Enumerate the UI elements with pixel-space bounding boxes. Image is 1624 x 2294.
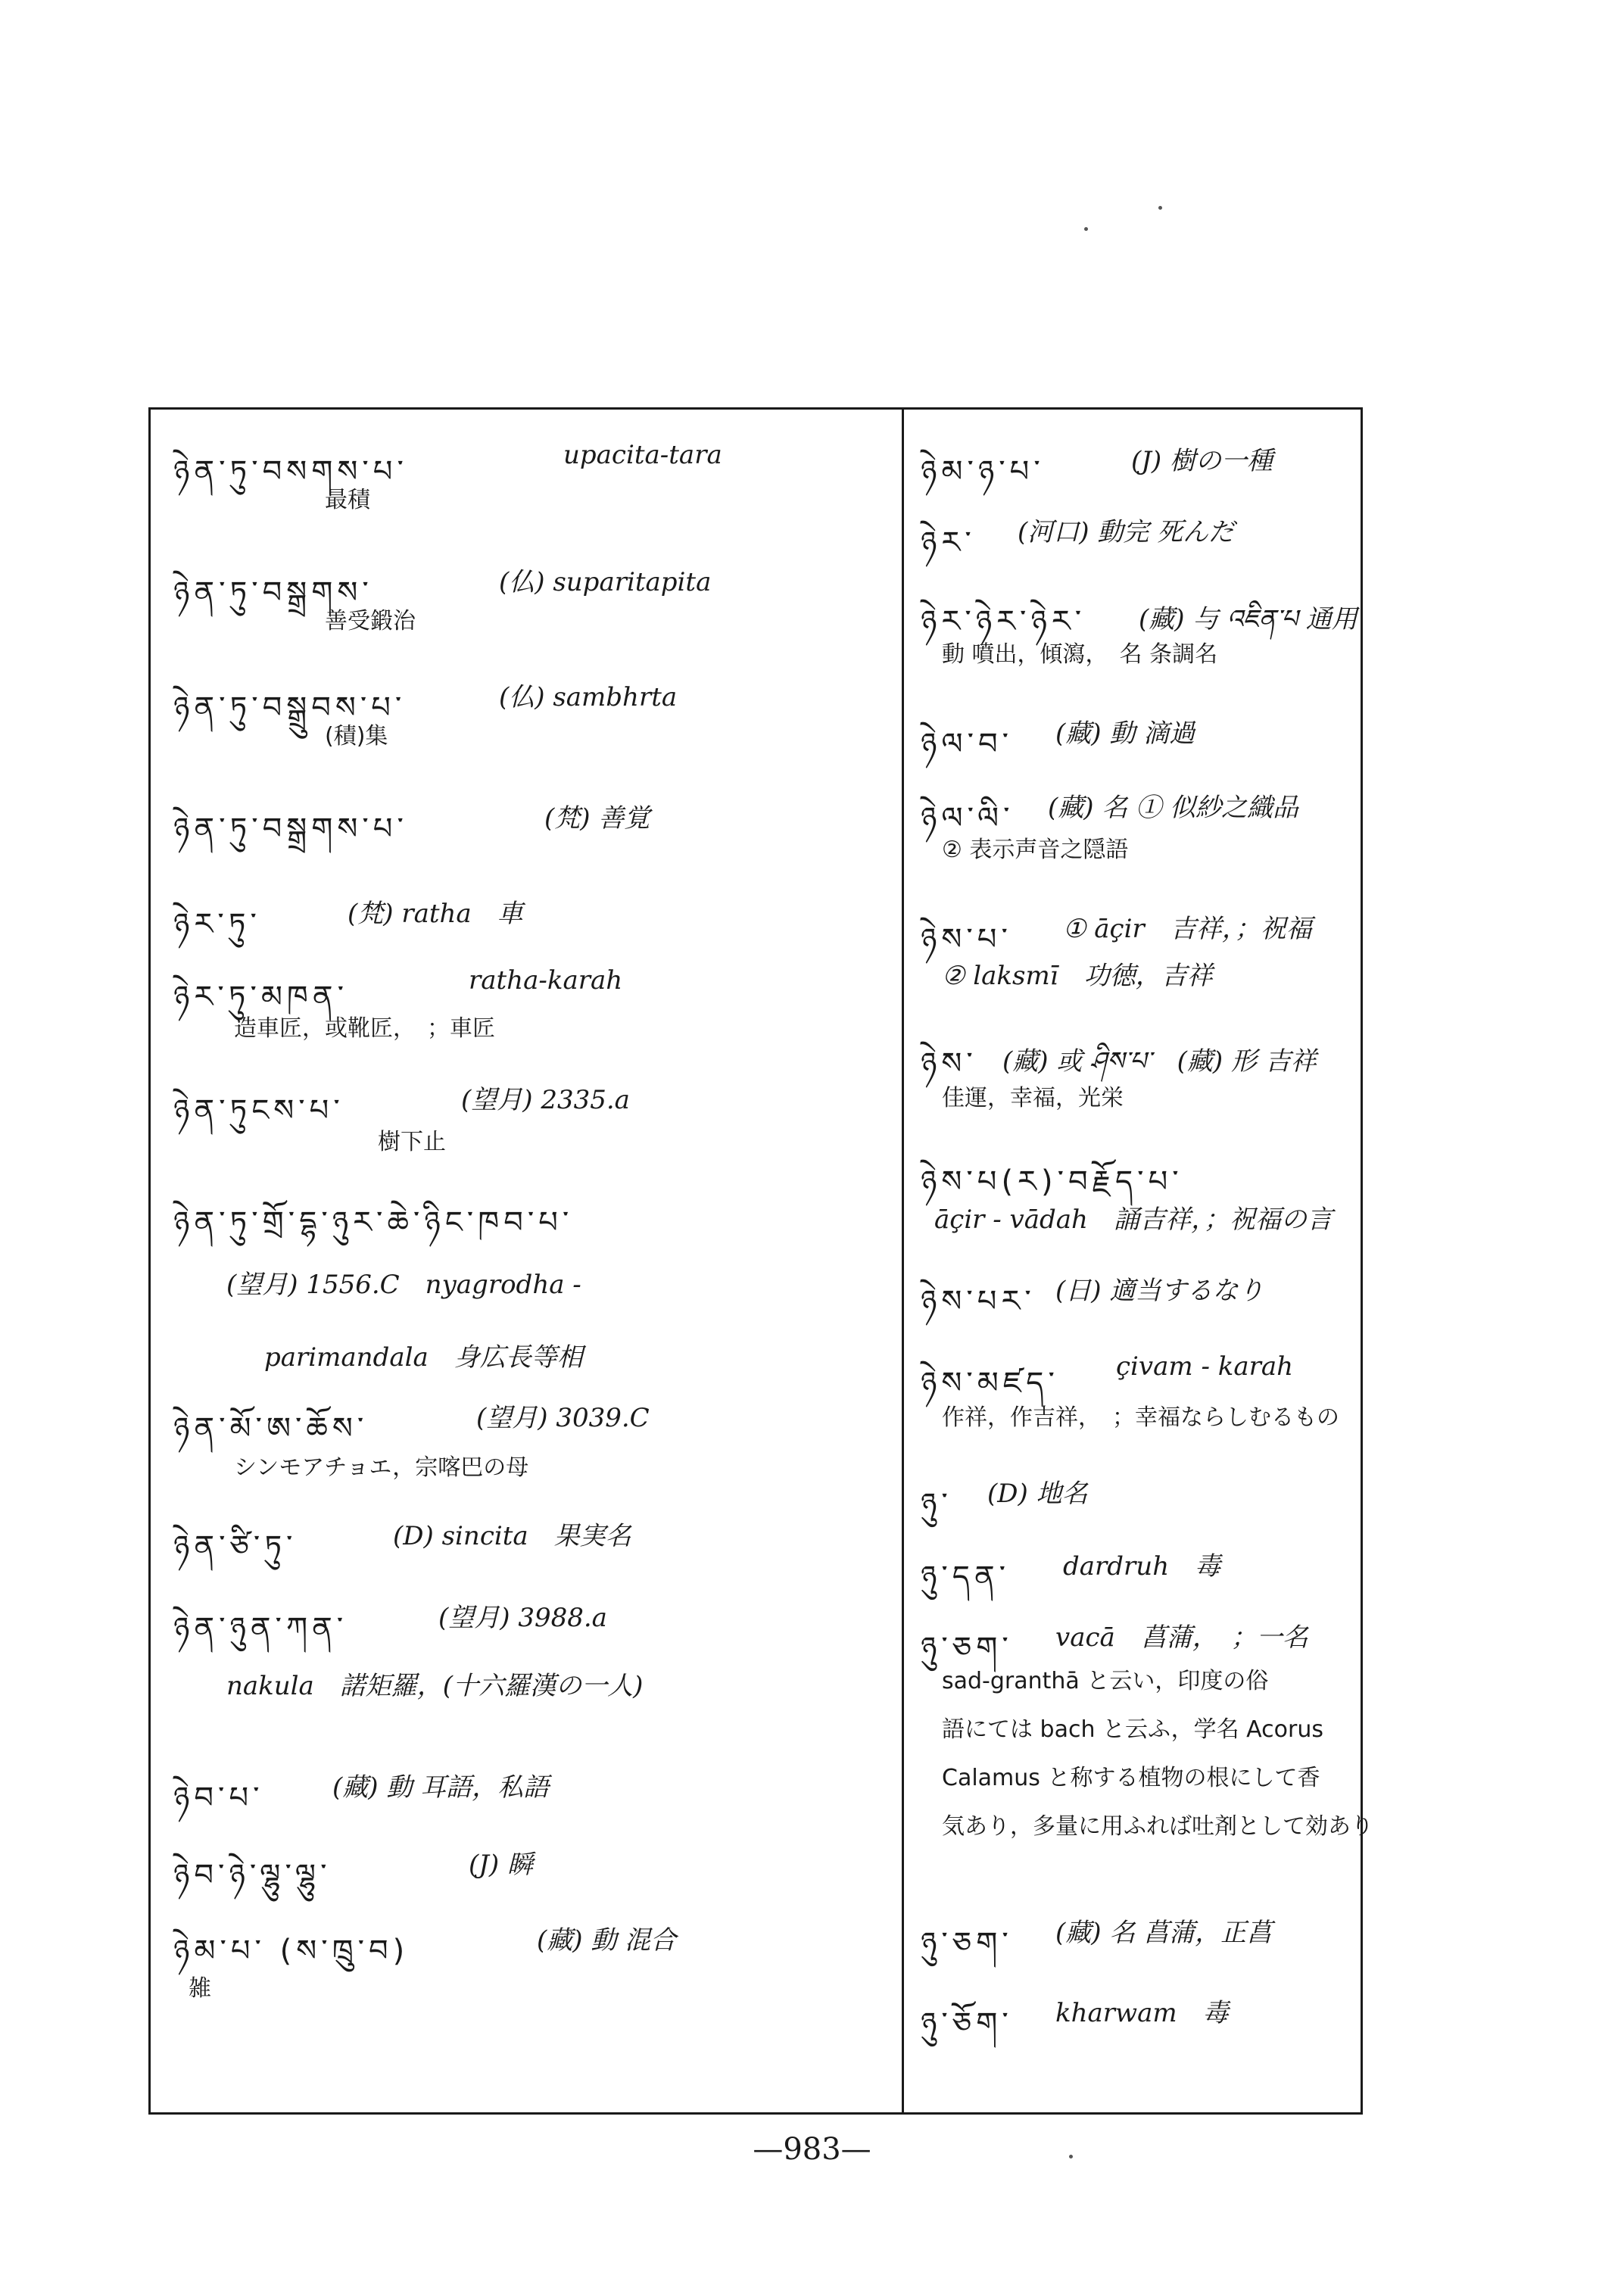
entry-gloss-line: sad-granthā と云い，印度の俗 bbox=[942, 1668, 1269, 1694]
entry-gloss-line: (積)集 bbox=[325, 723, 388, 750]
tibetan-headword: ཉེན་ཉུན་ཀན་ bbox=[173, 1611, 348, 1646]
entry-gloss: (仏) suparitapita bbox=[499, 567, 712, 597]
tibetan-headword: ཉེར་ཏུ་ bbox=[173, 907, 261, 942]
entry-gloss: dardruh 毒 bbox=[1063, 1551, 1221, 1582]
right-column bbox=[904, 410, 1373, 2112]
entry-gloss: ① āçir 吉祥，；祝福 bbox=[1063, 914, 1312, 944]
entry-gloss: (河口) 動完 死んだ bbox=[1018, 517, 1235, 547]
entry-gloss-line: Calamus と称する植物の根にして香 bbox=[942, 1765, 1320, 1791]
tibetan-headword: ཉེམ་པ་ (ས་ཁྲུ་བ) bbox=[173, 1934, 410, 1968]
entry-gloss-line: ② laksmī 功徳，吉祥 bbox=[942, 961, 1213, 991]
entry-gloss-line: ② 表示声音之隠語 bbox=[942, 837, 1129, 863]
tibetan-headword: ཉེས་པ་ bbox=[921, 922, 1012, 957]
tibetan-headword: ཉེལ་བ་ bbox=[921, 727, 1014, 762]
tibetan-headword: ཉུ་ཅག་ bbox=[921, 1926, 1013, 1961]
entry-gloss: kharwam 毒 bbox=[1055, 1998, 1229, 2028]
entry-gloss: (日) 適当するなり bbox=[1055, 1276, 1264, 1306]
tibetan-headword: ཉེར་ཏུ་མཁན་ bbox=[173, 980, 348, 1015]
tibetan-headword: ཉེན་ཏུ་བསགས་པ་ bbox=[173, 454, 408, 489]
tibetan-headword: ཉེན་ཙི་ཏུ་ bbox=[173, 1529, 298, 1564]
tibetan-headword: ཉེར་ bbox=[921, 525, 976, 560]
tibetan-headword: ཉུ་ bbox=[921, 1487, 952, 1522]
entry-gloss: (藏) 名 ① 似紗之織品 bbox=[1048, 793, 1298, 823]
entry-gloss: vacā 菖蒲， ；一名 bbox=[1055, 1622, 1308, 1653]
tibetan-headword: ཉུ་ཅོག་ bbox=[921, 2006, 1013, 2041]
page-number: —983— bbox=[753, 2132, 871, 2167]
tibetan-headword: ཉེན་ཏུངས་པ་ bbox=[173, 1093, 344, 1128]
tibetan-headword: ཉེར་ཉེར་ཉེར་ bbox=[921, 604, 1086, 639]
entry-gloss: (J) 瞬 bbox=[469, 1850, 533, 1880]
entry-gloss: (望月) 2335.a bbox=[461, 1085, 630, 1115]
scan-speck bbox=[1158, 206, 1162, 210]
entry-gloss: (梵) ratha 車 bbox=[348, 899, 523, 929]
tibetan-headword: ཉུ་ཅག་ bbox=[921, 1631, 1013, 1666]
entry-gloss: (藏) 動 滴過 bbox=[1055, 718, 1195, 749]
entry-gloss: (J) 樹の一種 bbox=[1131, 446, 1273, 476]
entry-gloss-line: (望月) 1556.C nyagrodha - bbox=[226, 1270, 581, 1300]
entry-gloss-line: 作祥，作吉祥， ；幸福ならしむるもの bbox=[942, 1404, 1339, 1431]
entry-gloss-line: 樹下止 bbox=[378, 1129, 446, 1155]
entry-gloss: (梵) 善覚 bbox=[544, 803, 650, 834]
entry-gloss: (D) sincita 果実名 bbox=[393, 1521, 631, 1551]
tibetan-headword: ཉུ་དན་ bbox=[921, 1560, 1011, 1594]
scan-speck bbox=[1084, 227, 1088, 231]
tibetan-headword: ཉེས་མཛད་ bbox=[921, 1366, 1059, 1401]
tibetan-headword: ཉེས་པར་ bbox=[921, 1284, 1036, 1319]
entry-gloss-line: 雑 bbox=[189, 1975, 211, 2002]
entry-gloss-line: 最積 bbox=[325, 487, 370, 513]
entry-gloss-line: 善受鍛治 bbox=[325, 608, 416, 634]
entry-gloss-line: 語にては bach と云ふ，学名 Acorus bbox=[942, 1716, 1323, 1743]
tibetan-headword: ཉེན་ཏུ་བསྒྲགས་པ་ bbox=[173, 812, 408, 846]
entry-gloss: çivam - karah bbox=[1116, 1351, 1294, 1382]
entry-gloss-line: 佳運，幸福，光栄 bbox=[942, 1085, 1124, 1111]
entry-gloss: (望月) 3039.C bbox=[476, 1403, 650, 1433]
entry-gloss: (藏) 動 混合 bbox=[537, 1925, 677, 1956]
scan-speck bbox=[1069, 2155, 1073, 2158]
entry-gloss-line: 動 噴出，傾瀉， 名 条調名 bbox=[942, 641, 1218, 668]
entry-gloss: (望月) 3988.a bbox=[438, 1603, 607, 1633]
tibetan-headword: ཉེན་ཏུ་བསྒྲགས་ bbox=[173, 575, 373, 610]
tibetan-headword: ཉེན་མོ་ཨ་ཆོས་ bbox=[173, 1411, 369, 1446]
entry-gloss-line: parimandala 身広長等相 bbox=[264, 1342, 583, 1373]
entry-gloss: (藏) 与 འཇིན་པ 通用 bbox=[1139, 604, 1357, 634]
left-column bbox=[151, 410, 902, 2112]
tibetan-headword: ཉེབ་ཉེ་ལྷུ་ལྷུ་ bbox=[173, 1858, 332, 1893]
entry-gloss: (仏) sambhrta bbox=[499, 682, 678, 712]
tibetan-headword: ཉེམ་ཉ་པ་ bbox=[921, 454, 1045, 489]
tibetan-headword: ཉེས་ bbox=[921, 1046, 977, 1081]
entry-gloss: (D) 地名 bbox=[987, 1479, 1088, 1509]
tibetan-headword: ཉེན་ཏུ་བསྒྲུབས་པ་ bbox=[173, 690, 407, 725]
entry-gloss-line: シンモアチョエ，宗喀巴の母 bbox=[234, 1454, 529, 1481]
tibetan-headword: ཉེན་ཏུ་གྲོ་དྷ་ཉུར་ཆེ་ཉིང་ཁབ་པ་ bbox=[173, 1205, 574, 1240]
entry-gloss: ratha-karah bbox=[469, 965, 623, 996]
entry-gloss: (藏) 或 ཤིས་པ་ (藏) 形 吉祥 bbox=[1002, 1046, 1317, 1077]
dictionary-page-frame bbox=[148, 407, 1373, 2115]
entry-gloss: (藏) 名 菖蒲，正菖 bbox=[1055, 1918, 1273, 1948]
entry-gloss-line: 造車匠，或靴匠， ；車匠 bbox=[234, 1015, 495, 1042]
tibetan-headword: ཉེས་པ(ར)་བརྗོད་པ་ bbox=[921, 1164, 1183, 1199]
tibetan-headword: ཉེལ་ལི་ bbox=[921, 801, 1015, 836]
entry-gloss: upacita-tara bbox=[563, 440, 722, 470]
entry-gloss-line: nakula 諾矩羅，(十六羅漢の一人) bbox=[226, 1671, 644, 1701]
entry-gloss-line: āçir - vādah 誦吉祥，；祝福の言 bbox=[934, 1205, 1333, 1235]
tibetan-headword: ཉེབ་པ་ bbox=[173, 1781, 264, 1816]
entry-gloss: (藏) 動 耳語，私語 bbox=[332, 1772, 550, 1803]
entry-gloss-line: 気あり，多量に用ふれば吐剤として効あり bbox=[942, 1813, 1373, 1840]
